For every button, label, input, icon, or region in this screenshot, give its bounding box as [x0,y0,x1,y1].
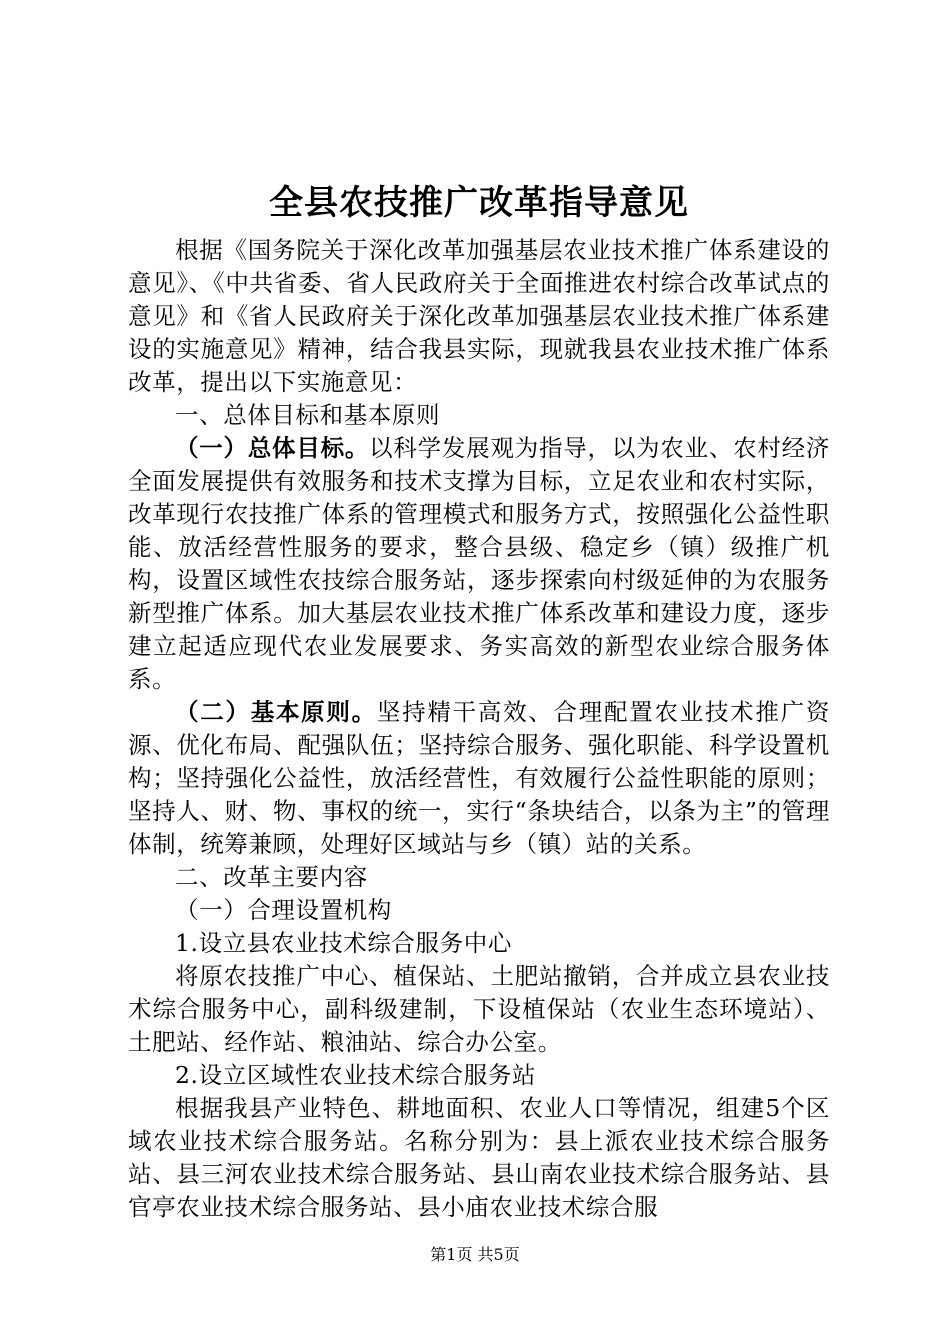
item-1-paragraph: 将原农技推广中心、植保站、土肥站撤销，合并成立县农业技术综合服务中心，副科级建制，下设植保站（农业生态环境站）、土肥站、经作站、粮油站、综合办公室。 [128,962,830,1056]
item-2-heading: 2.设立区域性农业技术综合服务站 [175,1061,537,1089]
page-footer: 第1页 共5页 [430,1245,520,1264]
overall-goal-paragraph [128,432,830,696]
overall-goal-label: （一）总体目标。 [175,434,370,462]
item-2-paragraph: 根据我县产业特色、耕地面积、农业人口等情况，组建5个区域农业技术综合服务站。名称分别为：县上派农业技术综合服务站、县三河农业技术综合服务站、县山南农业技术综合服务站、县官亭农业技术综合服务站、县小庙农业技术综合服 [128,1094,830,1221]
subsection-2-1-heading: （一）合理设置机构 [175,896,392,924]
document-body [128,176,830,1224]
basic-principles-paragraph [128,696,830,861]
document-title: 全县农技推广改革指导意见 [269,183,689,223]
basic-principles-text: 坚持精干高效、合理配置农业技术推广资源、优化布局、配强队伍；坚持综合服务、强化职能、科学设置机构；坚持强化公益性，放活经营性，有效履行公益性职能的原则；坚持人、财、物、事权的统一，实行“条块结合，以条为主”的管理体制，统筹兼顾，处理好区域站与乡（镇）站的关系。 [128,698,830,858]
basic-principles-label: （二）基本原则。 [175,698,377,726]
intro-paragraph: 根据《国务院关于深化改革加强基层农业技术推广体系建设的意见》、《中共省委、省人民政府关于全面推进农村综合改革试点的意见》和《省人民政府关于深化改革加强基层农业技术推广体系建设的实施意见》精神，结合我县实际，现就我县农业技术推广体系改革，提出以下实施意见： [128,236,830,396]
item-1-heading: 1.设立县农业技术综合服务中心 [175,929,512,957]
section-2-heading: 二、改革主要内容 [175,863,368,891]
section-1-heading: 一、总体目标和基本原则 [175,401,441,429]
overall-goal-text: 以科学发展观为指导，以为农业、农村经济全面发展提供有效服务和技术支撑为目标，立足农业和农村实际，改革现行农技推广体系的管理模式和服务方式，按照强化公益性职能、放活经营性服务的要求，整合县级、稳定乡（镇）级推广机构，设置区域性农技综合服务站，逐步探索向村级延伸的为农服务新型推广体系。加大基层农业技术推广体系改革和建设力度，逐步建立起适应现代农业发展要求、务实高效的新型农业综合服务体系。 [128,434,830,693]
